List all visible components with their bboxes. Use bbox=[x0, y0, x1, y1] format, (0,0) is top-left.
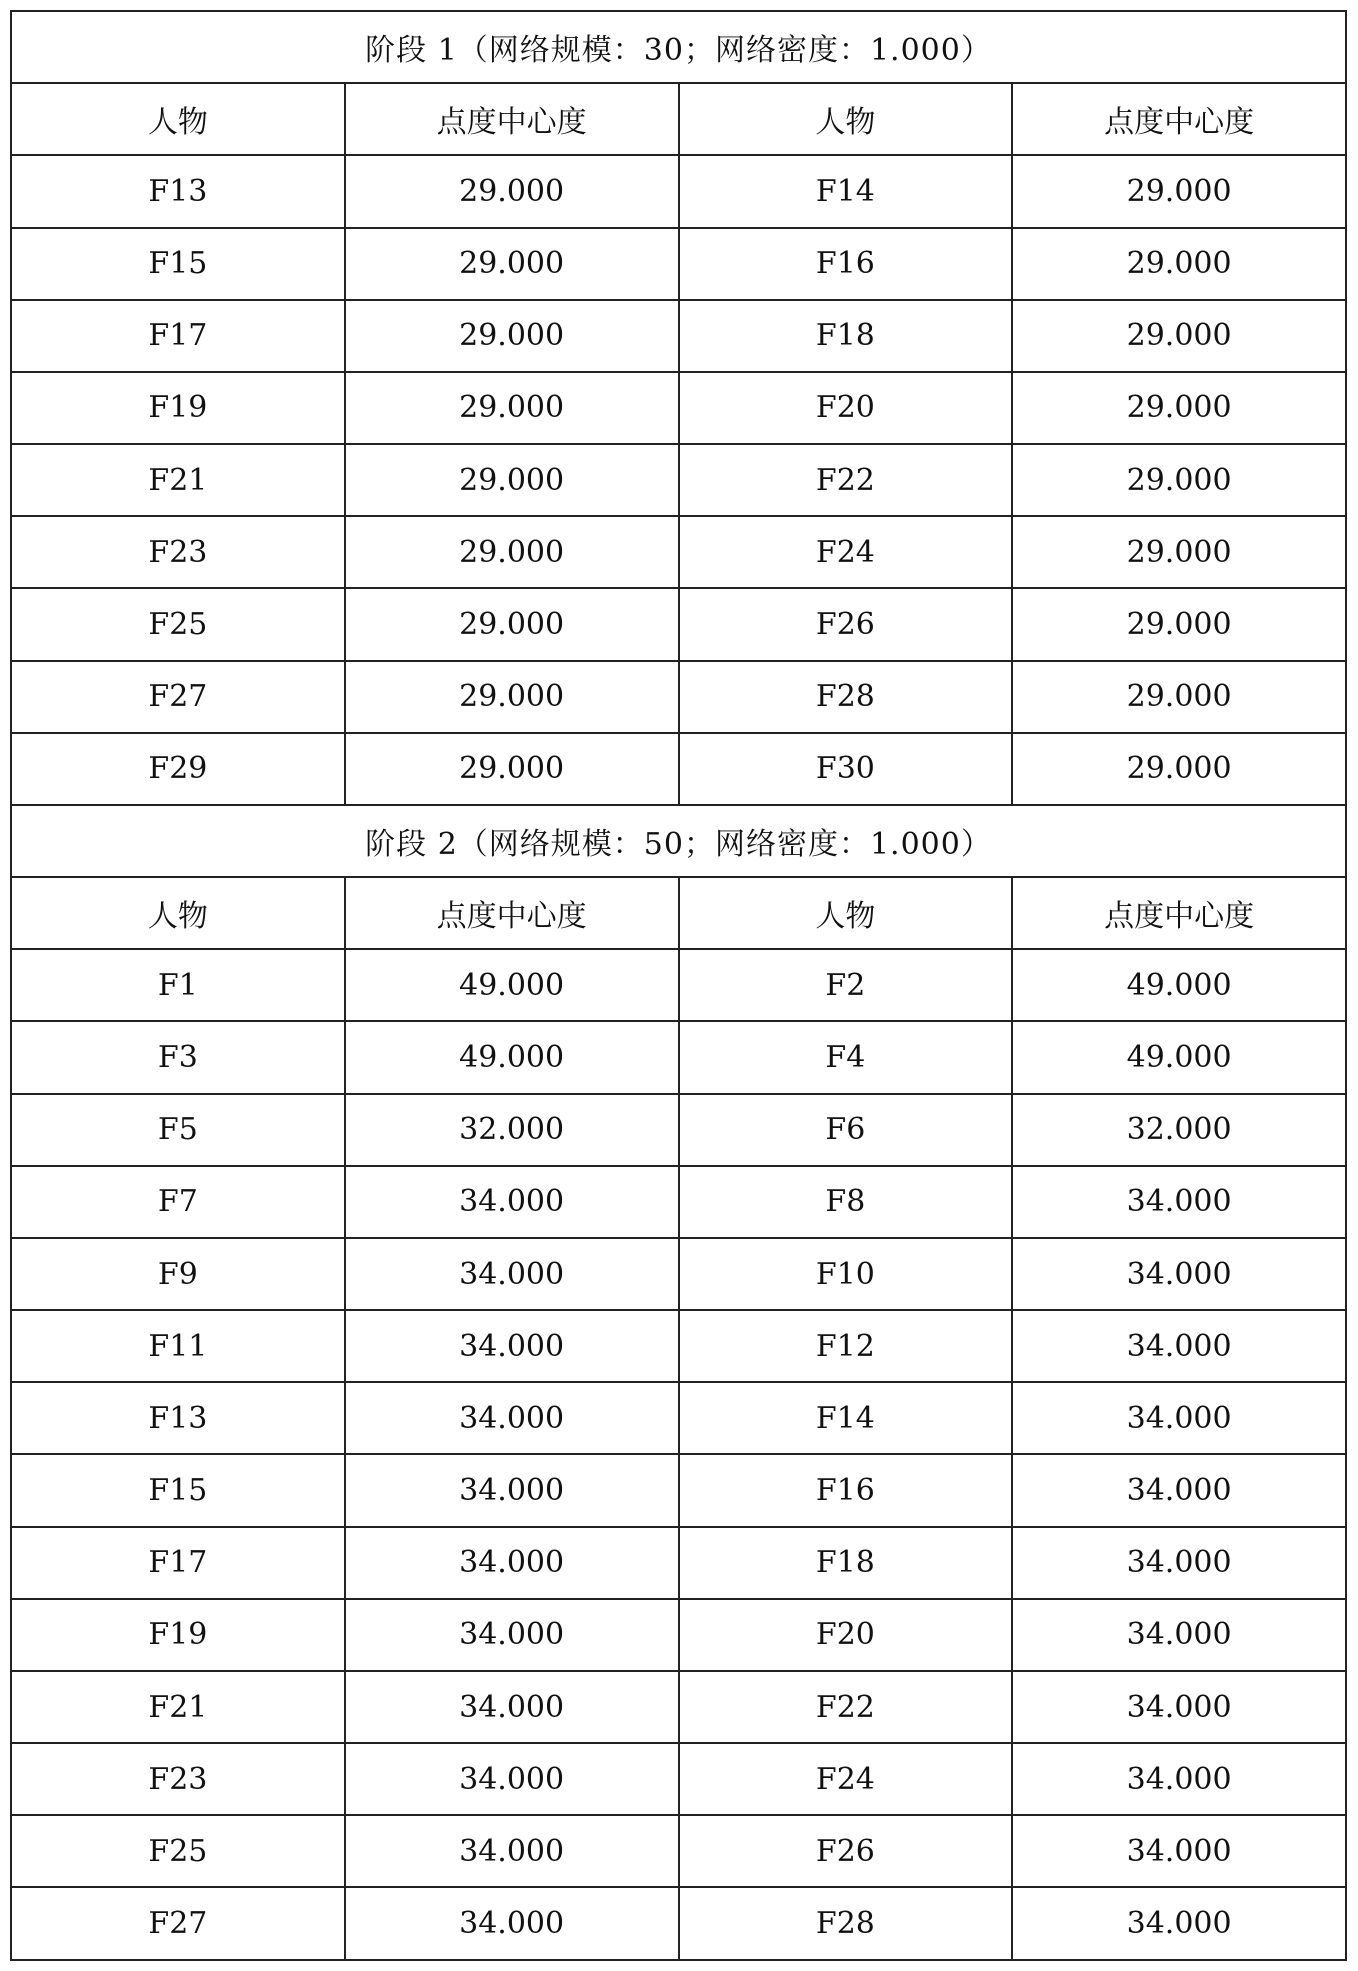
table-row bbox=[11, 300, 1346, 372]
person-cell: F18 bbox=[679, 300, 1013, 372]
person-cell: F12 bbox=[679, 1310, 1013, 1382]
table-row bbox=[11, 1382, 1346, 1454]
table-row bbox=[11, 1887, 1346, 1960]
table-row bbox=[11, 1815, 1346, 1887]
degree-centrality-cell: 29.000 bbox=[345, 300, 679, 372]
table-row bbox=[11, 1527, 1346, 1599]
degree-centrality-cell: 32.000 bbox=[1012, 1094, 1346, 1166]
table-row bbox=[11, 228, 1346, 300]
degree-centrality-cell: 29.000 bbox=[345, 444, 679, 516]
person-cell: F23 bbox=[11, 1743, 345, 1815]
person-cell: F22 bbox=[679, 1671, 1013, 1743]
person-cell: F18 bbox=[679, 1527, 1013, 1599]
person-cell: F27 bbox=[11, 661, 345, 733]
table-row bbox=[11, 1310, 1346, 1382]
degree-centrality-cell: 34.000 bbox=[345, 1815, 679, 1887]
person-cell: F17 bbox=[11, 1527, 345, 1599]
table-row bbox=[11, 1743, 1346, 1815]
degree-centrality-cell: 49.000 bbox=[345, 1021, 679, 1093]
person-cell: F28 bbox=[679, 661, 1013, 733]
section-caption: 阶段 2（网络规模：50；网络密度：1.000） bbox=[11, 805, 1346, 877]
centrality-table bbox=[10, 10, 1347, 1961]
degree-centrality-cell: 34.000 bbox=[1012, 1454, 1346, 1526]
person-cell: F15 bbox=[11, 228, 345, 300]
table-body bbox=[11, 11, 1346, 1960]
degree-centrality-cell: 34.000 bbox=[1012, 1743, 1346, 1815]
degree-centrality-cell: 32.000 bbox=[345, 1094, 679, 1166]
degree-centrality-cell: 29.000 bbox=[345, 588, 679, 660]
degree-centrality-cell: 29.000 bbox=[1012, 733, 1346, 805]
person-cell: F13 bbox=[11, 1382, 345, 1454]
person-cell: F19 bbox=[11, 372, 345, 444]
degree-centrality-cell: 34.000 bbox=[1012, 1310, 1346, 1382]
centrality-table-container bbox=[10, 10, 1347, 1961]
degree-centrality-cell: 29.000 bbox=[1012, 155, 1346, 227]
person-cell: F7 bbox=[11, 1166, 345, 1238]
degree-centrality-cell: 29.000 bbox=[345, 661, 679, 733]
degree-centrality-cell: 29.000 bbox=[345, 372, 679, 444]
degree-centrality-cell: 34.000 bbox=[345, 1527, 679, 1599]
degree-centrality-cell: 29.000 bbox=[1012, 372, 1346, 444]
person-cell: F25 bbox=[11, 588, 345, 660]
table-row bbox=[11, 372, 1346, 444]
table-row bbox=[11, 1021, 1346, 1093]
degree-centrality-cell: 34.000 bbox=[345, 1671, 679, 1743]
table-row bbox=[11, 155, 1346, 227]
degree-centrality-cell: 34.000 bbox=[345, 1887, 679, 1960]
table-row bbox=[11, 1238, 1346, 1310]
table-row bbox=[11, 949, 1346, 1021]
person-cell: F1 bbox=[11, 949, 345, 1021]
degree-centrality-cell: 34.000 bbox=[1012, 1527, 1346, 1599]
table-row bbox=[11, 516, 1346, 588]
header-row bbox=[11, 877, 1346, 949]
person-cell: F16 bbox=[679, 228, 1013, 300]
degree-centrality-cell: 34.000 bbox=[1012, 1599, 1346, 1671]
degree-centrality-cell: 34.000 bbox=[345, 1454, 679, 1526]
degree-centrality-cell: 34.000 bbox=[1012, 1166, 1346, 1238]
degree-centrality-cell: 34.000 bbox=[1012, 1815, 1346, 1887]
table-row bbox=[11, 1599, 1346, 1671]
person-cell: F28 bbox=[679, 1887, 1013, 1960]
person-cell: F21 bbox=[11, 1671, 345, 1743]
degree-centrality-cell: 34.000 bbox=[345, 1382, 679, 1454]
person-cell: F29 bbox=[11, 733, 345, 805]
person-cell: F16 bbox=[679, 1454, 1013, 1526]
person-cell: F26 bbox=[679, 588, 1013, 660]
degree-centrality-cell: 49.000 bbox=[1012, 1021, 1346, 1093]
table-row bbox=[11, 733, 1346, 805]
degree-centrality-cell: 34.000 bbox=[345, 1238, 679, 1310]
degree-centrality-cell: 34.000 bbox=[345, 1310, 679, 1382]
person-cell: F11 bbox=[11, 1310, 345, 1382]
table-row bbox=[11, 661, 1346, 733]
table-row bbox=[11, 1671, 1346, 1743]
person-cell: F27 bbox=[11, 1887, 345, 1960]
person-cell: F20 bbox=[679, 372, 1013, 444]
person-cell: F10 bbox=[679, 1238, 1013, 1310]
person-cell: F17 bbox=[11, 300, 345, 372]
degree-centrality-cell: 34.000 bbox=[345, 1166, 679, 1238]
header-degree-centrality: 点度中心度 bbox=[1012, 83, 1346, 155]
person-cell: F15 bbox=[11, 1454, 345, 1526]
person-cell: F6 bbox=[679, 1094, 1013, 1166]
degree-centrality-cell: 34.000 bbox=[345, 1599, 679, 1671]
degree-centrality-cell: 49.000 bbox=[1012, 949, 1346, 1021]
degree-centrality-cell: 49.000 bbox=[345, 949, 679, 1021]
header-person: 人物 bbox=[11, 83, 345, 155]
degree-centrality-cell: 34.000 bbox=[1012, 1887, 1346, 1960]
table-row bbox=[11, 1094, 1346, 1166]
degree-centrality-cell: 34.000 bbox=[345, 1743, 679, 1815]
person-cell: F22 bbox=[679, 444, 1013, 516]
table-row bbox=[11, 1454, 1346, 1526]
header-degree-centrality: 点度中心度 bbox=[345, 83, 679, 155]
table-row bbox=[11, 588, 1346, 660]
person-cell: F14 bbox=[679, 1382, 1013, 1454]
header-person: 人物 bbox=[679, 83, 1013, 155]
header-row bbox=[11, 83, 1346, 155]
person-cell: F2 bbox=[679, 949, 1013, 1021]
person-cell: F23 bbox=[11, 516, 345, 588]
header-degree-centrality: 点度中心度 bbox=[1012, 877, 1346, 949]
table-row bbox=[11, 444, 1346, 516]
person-cell: F4 bbox=[679, 1021, 1013, 1093]
degree-centrality-cell: 29.000 bbox=[345, 733, 679, 805]
degree-centrality-cell: 34.000 bbox=[1012, 1671, 1346, 1743]
degree-centrality-cell: 29.000 bbox=[1012, 300, 1346, 372]
person-cell: F25 bbox=[11, 1815, 345, 1887]
degree-centrality-cell: 29.000 bbox=[1012, 516, 1346, 588]
person-cell: F26 bbox=[679, 1815, 1013, 1887]
person-cell: F19 bbox=[11, 1599, 345, 1671]
degree-centrality-cell: 29.000 bbox=[1012, 588, 1346, 660]
header-degree-centrality: 点度中心度 bbox=[345, 877, 679, 949]
degree-centrality-cell: 29.000 bbox=[1012, 228, 1346, 300]
table-row bbox=[11, 1166, 1346, 1238]
person-cell: F13 bbox=[11, 155, 345, 227]
person-cell: F24 bbox=[679, 1743, 1013, 1815]
person-cell: F21 bbox=[11, 444, 345, 516]
degree-centrality-cell: 29.000 bbox=[345, 516, 679, 588]
person-cell: F14 bbox=[679, 155, 1013, 227]
degree-centrality-cell: 34.000 bbox=[1012, 1382, 1346, 1454]
person-cell: F5 bbox=[11, 1094, 345, 1166]
degree-centrality-cell: 29.000 bbox=[345, 228, 679, 300]
degree-centrality-cell: 29.000 bbox=[345, 155, 679, 227]
person-cell: F3 bbox=[11, 1021, 345, 1093]
section-caption: 阶段 1（网络规模：30；网络密度：1.000） bbox=[11, 11, 1346, 83]
header-person: 人物 bbox=[679, 877, 1013, 949]
person-cell: F9 bbox=[11, 1238, 345, 1310]
section-caption-row bbox=[11, 805, 1346, 877]
header-person: 人物 bbox=[11, 877, 345, 949]
degree-centrality-cell: 34.000 bbox=[1012, 1238, 1346, 1310]
degree-centrality-cell: 29.000 bbox=[1012, 444, 1346, 516]
person-cell: F8 bbox=[679, 1166, 1013, 1238]
person-cell: F24 bbox=[679, 516, 1013, 588]
person-cell: F20 bbox=[679, 1599, 1013, 1671]
degree-centrality-cell: 29.000 bbox=[1012, 661, 1346, 733]
person-cell: F30 bbox=[679, 733, 1013, 805]
section-caption-row bbox=[11, 11, 1346, 83]
